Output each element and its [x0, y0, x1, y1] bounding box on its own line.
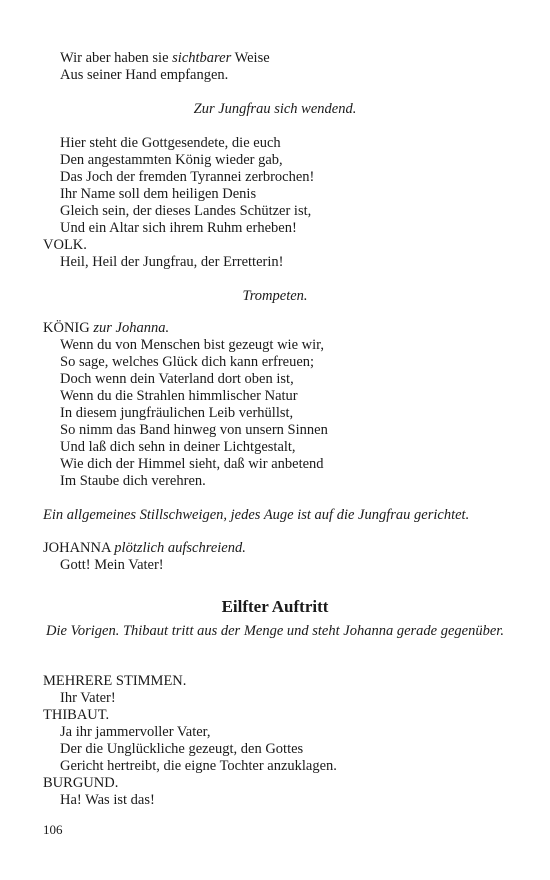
verse-line: Wie dich der Himmel sieht, daß wir anbetend — [60, 456, 324, 472]
stage-direction: Ein allgemeines Stillschweigen, jedes Auge ist auf die Jungfrau gerichtet. — [43, 507, 470, 523]
speaker-name: VOLK. — [43, 237, 87, 253]
verse-line: Hier steht die Gottgesendete, die euch — [60, 135, 281, 151]
verse-line: Heil, Heil der Jungfrau, der Erretterin! — [60, 254, 284, 270]
verse-line: Gleich sein, der dieses Landes Schützer ist, — [60, 203, 312, 219]
verse-line: Ha! Was ist das! — [60, 792, 155, 808]
scene-heading: Eilfter Auftritt — [221, 597, 329, 616]
verse-text: Wir aber haben sie — [60, 50, 173, 66]
verse-line: So nimm das Band hinweg von unsern Sinnen — [60, 422, 328, 438]
verse-line: Wenn du von Menschen bist gezeugt wie wir, — [60, 337, 325, 353]
verse-line: Gott! Mein Vater! — [60, 557, 164, 573]
verse-line: Und laß dich sehn in deiner Lichtgestalt, — [60, 439, 296, 455]
speaker-name: MEHRERE STIMMEN. — [43, 673, 187, 689]
verse-line — [60, 50, 270, 67]
speaker-line — [43, 320, 169, 337]
verse-line: Ihr Vater! — [60, 690, 116, 706]
emphasis: sichtbarer — [172, 50, 232, 66]
verse-line: Das Joch der fremden Tyrannei zerbrochen! — [60, 169, 315, 185]
stage-direction: Zur Jungfrau sich wendend. — [193, 101, 357, 117]
verse-text: Weise — [231, 50, 270, 66]
page-number: 106 — [43, 822, 63, 837]
verse-line: Aus seiner Hand empfangen. — [60, 67, 229, 83]
verse-line: So sage, welches Glück dich kann erfreuen; — [60, 354, 315, 370]
speaker-name: JOHANNA — [43, 540, 111, 556]
speaker-name: THIBAUT. — [43, 707, 110, 723]
scene-direction: Die Vorigen. Thibaut tritt aus der Menge und steht Johanna gerade gegenüber. — [46, 623, 504, 639]
verse-line: In diesem jungfräulichen Leib verhüllst, — [60, 405, 294, 421]
speaker-name: KÖNIG — [43, 320, 90, 336]
verse-line: Ihr Name soll dem heiligen Denis — [60, 186, 257, 202]
speaker-name: BURGUND. — [43, 775, 119, 791]
verse-line: Den angestammten König wieder gab, — [60, 152, 283, 168]
speaker-direction: zur Johanna. — [93, 320, 170, 336]
verse-line: Wenn du die Strahlen himmlischer Natur — [60, 388, 298, 404]
verse-line: Ja ihr jammervoller Vater, — [60, 724, 211, 740]
verse-line: Gericht hertreibt, die eigne Tochter anzuklagen. — [60, 758, 337, 774]
verse-line: Im Staube dich verehren. — [60, 473, 206, 489]
verse-line: Der die Unglückliche gezeugt, den Gottes — [60, 741, 304, 757]
stage-direction: Trompeten. — [242, 288, 308, 304]
speaker-direction: plötzlich aufschreiend. — [114, 540, 246, 556]
verse-line: Und ein Altar sich ihrem Ruhm erheben! — [60, 220, 297, 236]
verse-line: Doch wenn dein Vaterland dort oben ist, — [60, 371, 294, 387]
speaker-line — [43, 540, 246, 557]
